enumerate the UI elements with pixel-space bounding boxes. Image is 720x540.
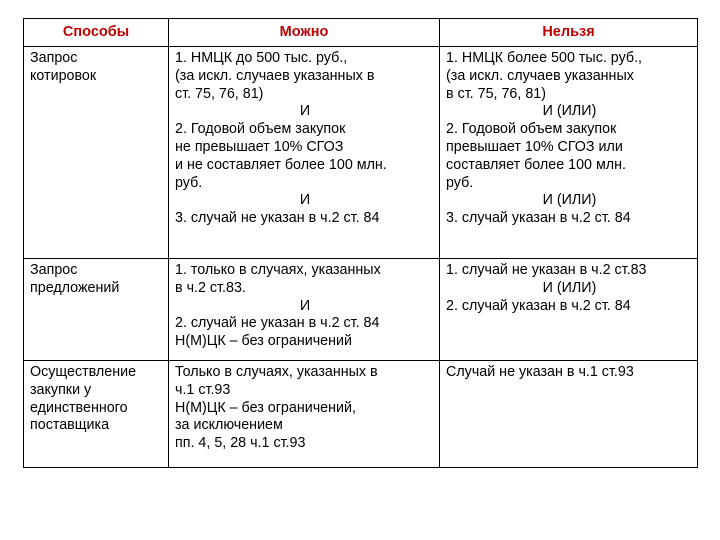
method-line: котировок [30,67,97,84]
allowed-cell [169,259,440,361]
forbidden-connector: И (ИЛИ) [542,192,597,209]
procurement-methods-table [23,18,698,468]
table-row-single-supplier [24,361,698,468]
allowed-line: ст. 75, 76, 81) [175,85,264,102]
forbidden-connector: И (ИЛИ) [542,279,597,296]
method-line: Осуществление [30,364,137,380]
header-methods: Способы [24,19,169,47]
forbidden-line: 2. Годовой объем закупок [446,121,617,138]
forbidden-line: (за искл. случаев указанных [446,67,634,84]
forbidden-cell [440,47,698,259]
allowed-line: 3. случай не указан в ч.2 ст. 84 [175,210,380,227]
allowed-cell [169,47,440,259]
forbidden-line: руб. [446,174,474,191]
forbidden-connector: И (ИЛИ) [542,103,597,120]
allowed-cell [169,361,440,468]
method-line: закупки у [30,381,92,398]
forbidden-cell [440,361,698,468]
allowed-line: Н(М)ЦК – без ограничений [175,333,352,350]
table-row-request-proposals [24,259,698,361]
allowed-line: пп. 4, 5, 28 ч.1 ст.93 [175,435,306,452]
allowed-line: 1. только в случаях, указанных [175,262,381,278]
forbidden-line: 1. случай не указан в ч.2 ст.83 [446,262,647,278]
forbidden-cell [440,259,698,361]
method-cell [24,259,169,361]
method-line: Запрос [30,50,78,66]
allowed-line: в ч.2 ст.83. [175,279,246,296]
method-line: единственного [30,399,128,416]
allowed-line: за исключением [175,417,283,434]
forbidden-line: в ст. 75, 76, 81) [446,85,546,102]
allowed-connector: И [299,103,311,120]
allowed-line: и не составляет более 100 млн. [175,156,387,173]
allowed-line: руб. [175,174,203,191]
header-allowed: Можно [169,19,440,47]
allowed-line: ч.1 ст.93 [175,381,231,398]
method-line: Запрос [30,262,78,278]
forbidden-line: превышает 10% СГОЗ или [446,138,623,155]
table-row-request-quotations [24,47,698,259]
allowed-line: (за искл. случаев указанных в [175,67,375,84]
allowed-line: 2. Годовой объем закупок [175,121,346,138]
method-cell [24,47,169,259]
forbidden-line: 3. случай указан в ч.2 ст. 84 [446,210,631,227]
allowed-line: Только в случаях, указанных в [175,364,378,380]
allowed-connector: И [299,192,311,209]
allowed-line: 2. случай не указан в ч.2 ст. 84 [175,315,380,332]
method-line: предложений [30,279,120,296]
header-forbidden: Нельзя [440,19,698,47]
method-line: поставщика [30,417,110,434]
allowed-line: Н(М)ЦК – без ограничений, [175,399,356,416]
forbidden-line: составляет более 100 млн. [446,156,627,173]
table-header-row [24,19,698,47]
allowed-line: не превышает 10% СГОЗ [175,138,344,155]
allowed-connector: И [299,297,311,314]
forbidden-line: 1. НМЦК более 500 тыс. руб., [446,50,643,66]
forbidden-line: 2. случай указан в ч.2 ст. 84 [446,297,631,314]
method-cell [24,361,169,468]
allowed-line: 1. НМЦК до 500 тыс. руб., [175,50,348,66]
forbidden-line: Случай не указан в ч.1 ст.93 [446,364,634,380]
